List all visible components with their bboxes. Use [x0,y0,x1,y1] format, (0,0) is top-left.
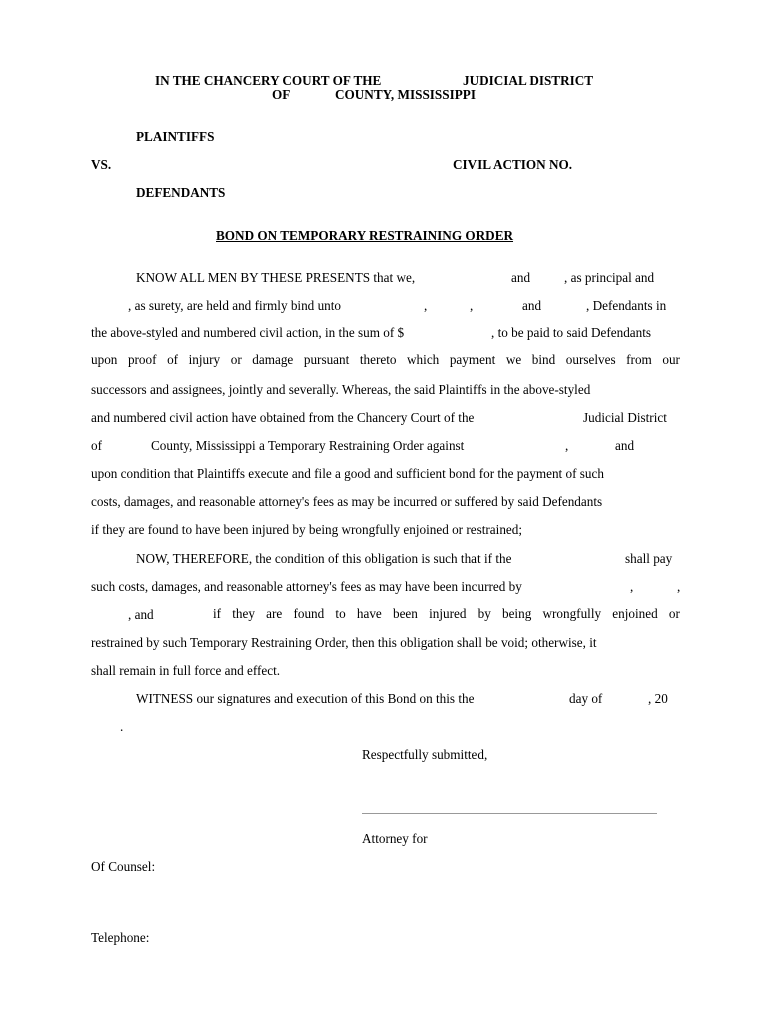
p1-line7-of: of [91,438,102,453]
p3-line1-year: , 20 [648,691,668,706]
p1-line6-text: and numbered civil action have obtained from the Chancery Court of the [91,410,475,425]
p1-line2-comma2: , [470,298,474,313]
court-caption-county: COUNTY, MISSISSIPPI [335,87,476,102]
civil-action-label: CIVIL ACTION NO. [453,157,573,172]
p1-line2-and: and [522,298,542,313]
p1-line2-surety: , as surety, are held and firmly bind unto [128,298,342,313]
p2-line2-comma1: , [630,579,634,594]
p1-line4 [91,352,680,368]
p1-line2-defendants: , Defendants in [586,298,667,313]
p2-line3 [213,606,680,622]
p1-line7-comma: , [565,438,569,453]
p2-line4: restrained by such Temporary Restraining Order, then this obligation shall be void; otherwise, it [91,635,597,650]
p2-line5: shall remain in full force and effect. [91,663,281,678]
p1-line1-text: KNOW ALL MEN BY THESE PRESENTS that we, [136,270,416,285]
p1-line7-and: and [615,438,635,453]
closing-text: Respectfully submitted, [362,747,488,762]
court-caption-of: OF [272,87,291,102]
court-caption-district: JUDICIAL DISTRICT [463,73,594,88]
p2-line3-text: if they are found to have been injured by being wrongfully enjoined or [213,606,680,621]
p1-line3-sum: the above-styled and numbered civil action, in the sum of $ [91,325,405,340]
p1-line1-and: and [511,270,531,285]
p2-line2-comma2: , [677,579,681,594]
p1-line5: successors and assignees, jointly and severally. Whereas, the said Plaintiffs in the above-styled [91,382,591,397]
p2-line1-shallpay: shall pay [625,551,673,566]
p2-line3-and: , and [128,607,154,622]
vs-label: VS. [91,157,112,172]
attorney-for-label: Attorney for [362,831,428,846]
p1-line4-text: upon proof of injury or damage pursuant thereto which payment we bind ourselves from our [91,352,680,367]
p1-line2-comma1: , [424,298,428,313]
telephone-label: Telephone: [91,930,150,945]
p1-line8: upon condition that Plaintiffs execute and file a good and sufficient bond for the payment of such [91,466,604,481]
signature-line [362,813,657,814]
p1-line10: if they are found to have been injured by being wrongfully enjoined or restrained; [91,522,523,537]
p1-line3-paid: , to be paid to said Defendants [491,325,652,340]
document-title: BOND ON TEMPORARY RESTRAINING ORDER [216,228,514,243]
p1-line7-county: County, Mississippi a Temporary Restraining Order against [151,438,465,453]
of-counsel-label: Of Counsel: [91,859,156,874]
p3-line1-text: WITNESS our signatures and execution of this Bond on this the [136,691,475,706]
p1-line1-principal: , as principal and [564,270,655,285]
p2-line2-text: such costs, damages, and reasonable attorney's fees as may have been incurred by [91,579,522,594]
p3-line1-dayof: day of [569,691,603,706]
defendants-label: DEFENDANTS [136,185,226,200]
plaintiffs-label: PLAINTIFFS [136,129,215,144]
p1-line6-district: Judicial District [583,410,667,425]
court-caption-line1: IN THE CHANCERY COURT OF THE [155,73,382,88]
p1-line9: costs, damages, and reasonable attorney's fees as may be incurred or suffered by said Defendants [91,494,603,509]
p3-line2-period: . [120,719,124,734]
p2-line1-text: NOW, THEREFORE, the condition of this obligation is such that if the [136,551,512,566]
